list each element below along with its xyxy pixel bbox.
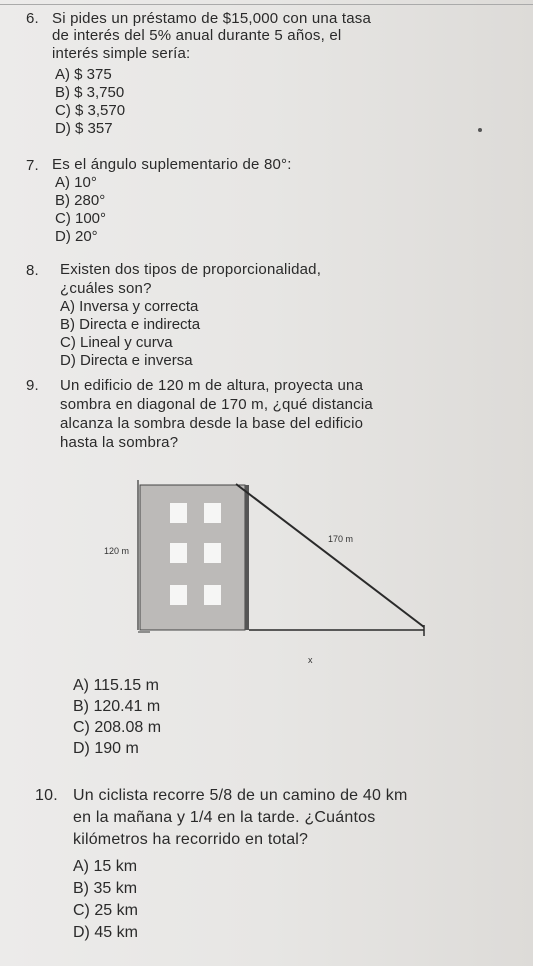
question-line: Un ciclista recorre 5/8 de un camino de 40 km [73,787,408,804]
building-edge [245,485,249,630]
option-a: A) Inversa y correcta [60,298,199,315]
ink-dot [478,128,482,132]
question-line: de interés del 5% anual durante 5 años, el [52,27,342,44]
option-c: C) 100° [55,210,107,227]
option-d: D) Directa e inversa [60,352,193,369]
option-d: D) $ 357 [55,120,113,137]
option-d: D) 45 km [73,924,138,941]
question-number: 9. [26,377,39,394]
window [204,543,221,563]
question-line: interés simple sería: [52,45,191,62]
window [170,585,187,605]
question-line: kilómetros ha recorrido en total? [73,831,309,848]
option-c: C) 25 km [73,902,138,919]
option-a: A) $ 375 [55,66,112,83]
option-c: C) 208.08 m [73,719,162,736]
option-c: C) $ 3,570 [55,102,126,119]
option-a: A) 10° [55,174,97,191]
window [204,503,221,523]
question-line: Un edificio de 120 m de altura, proyecta una [60,377,364,394]
question-line: en la mañana y 1/4 en la tarde. ¿Cuántos [73,809,376,826]
window [170,503,187,523]
question-number: 8. [26,262,39,279]
option-b: B) 35 km [73,880,138,897]
question-line: hasta la sombra? [60,434,179,451]
building-rect [140,485,245,630]
option-d: D) 20° [55,228,98,245]
option-b: B) $ 3,750 [55,84,125,101]
option-b: B) Directa e indirecta [60,316,201,333]
question-number: 10. [35,787,58,804]
option-b: B) 280° [55,192,106,209]
building-shadow-diagram [100,470,440,670]
top-rule [0,4,533,5]
window [204,585,221,605]
question-line: alcanza la sombra desde la base del edificio [60,415,364,432]
question-line: Es el ángulo suplementario de 80°: [52,156,292,173]
option-a: A) 115.15 m [73,677,159,694]
window [170,543,187,563]
height-label: 120 m [104,546,130,556]
question-line: Si pides un préstamo de $15,000 con una tasa [52,10,372,27]
option-b: B) 120.41 m [73,698,161,715]
question-number: 7. [26,157,39,174]
option-d: D) 190 m [73,740,139,757]
option-c: C) Lineal y curva [60,334,173,351]
question-line: sombra en diagonal de 170 m, ¿qué distancia [60,396,373,413]
hypotenuse-label: 170 m [328,534,354,544]
shadow-hypotenuse [236,484,424,627]
base-label: x [308,655,313,665]
question-number: 6. [26,10,39,27]
option-a: A) 15 km [73,858,138,875]
question-line: ¿cuáles son? [60,280,152,297]
question-line: Existen dos tipos de proporcionalidad, [60,261,322,278]
